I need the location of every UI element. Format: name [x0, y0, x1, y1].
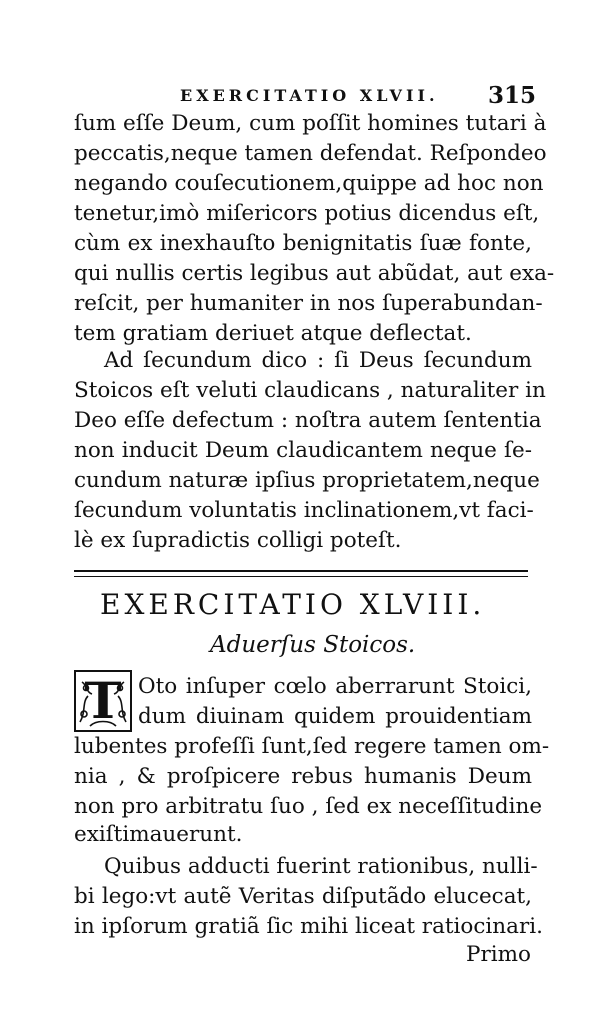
text-line: non pro arbitratu ſuo , ſed ex neceſſitudine	[74, 794, 543, 819]
text-line: nia , & proſpicere rebus humanis Deum	[74, 764, 532, 789]
text-line: reſcit, per humaniter in nos ſuperabundan-	[74, 291, 543, 316]
text-line: lè ex ſupradictis colligi poteſt.	[74, 528, 402, 553]
text-line: Ad ſecundum dico : ſi Deus ſecundum	[104, 348, 532, 373]
text-line: tem gratiam deriuet atque deflectat.	[74, 321, 472, 346]
text-line: non inducit Deum claudicantem neque ſe-	[74, 438, 532, 463]
text-line: ſum eſſe Deum, cum poſſit homines tutari à	[74, 111, 547, 136]
text-line: Stoicos eſt veluti claudicans , naturaliter in	[74, 378, 546, 403]
text-line: tenetur,imò miſericors potius dicendus eſt,	[74, 201, 540, 226]
text-line: in ipſorum gratiã ſic mihi liceat ratiocinari.	[74, 914, 543, 939]
text-line: ſecundum voluntatis inclinationem,vt faci-	[74, 498, 534, 523]
text-line: cùm ex inexhauſto benignitatis ſuæ fonte,	[74, 231, 532, 256]
text-line: peccatis,neque tamen defendat. Reſpondeo	[74, 141, 547, 166]
text-line: cundum naturæ ipſius proprietatem,neque	[74, 468, 540, 493]
divider-rule	[74, 570, 528, 572]
text-line: exiſtimauerunt.	[74, 822, 243, 847]
running-head-title: EXERCITATIO XLVII.	[180, 86, 439, 105]
text-line: Deo eſſe defectum : noſtra autem ſententia	[74, 408, 542, 433]
text-line: Oto inſuper cœlo aberrarunt Stoici,	[138, 674, 532, 699]
drop-cap-letter: T	[84, 671, 122, 730]
text-line: dum diuinam quidem prouidentiam	[138, 704, 532, 729]
divider-rule	[74, 576, 528, 577]
page-number: 315	[488, 82, 537, 109]
text-line: lubentes profeſſi ſunt,ſed regere tamen om-	[74, 734, 550, 759]
section-heading: EXERCITATIO XLVIII.	[100, 588, 486, 621]
text-line: bi lego:vt autẽ Veritas diſputãdo elucecat,	[74, 884, 532, 909]
running-head	[0, 84, 591, 110]
text-line: Quibus adducti fuerint rationibus, nulli-	[104, 854, 538, 879]
section-subheading: Aduerſus Stoicos.	[210, 632, 416, 658]
text-line: qui nullis certis legibus aut abũdat, aut exa-	[74, 261, 555, 286]
catchword: Primo	[466, 942, 531, 967]
ornamental-initial-icon	[74, 670, 132, 732]
text-line: negando couſecutionem,quippe ad hoc non	[74, 171, 544, 196]
